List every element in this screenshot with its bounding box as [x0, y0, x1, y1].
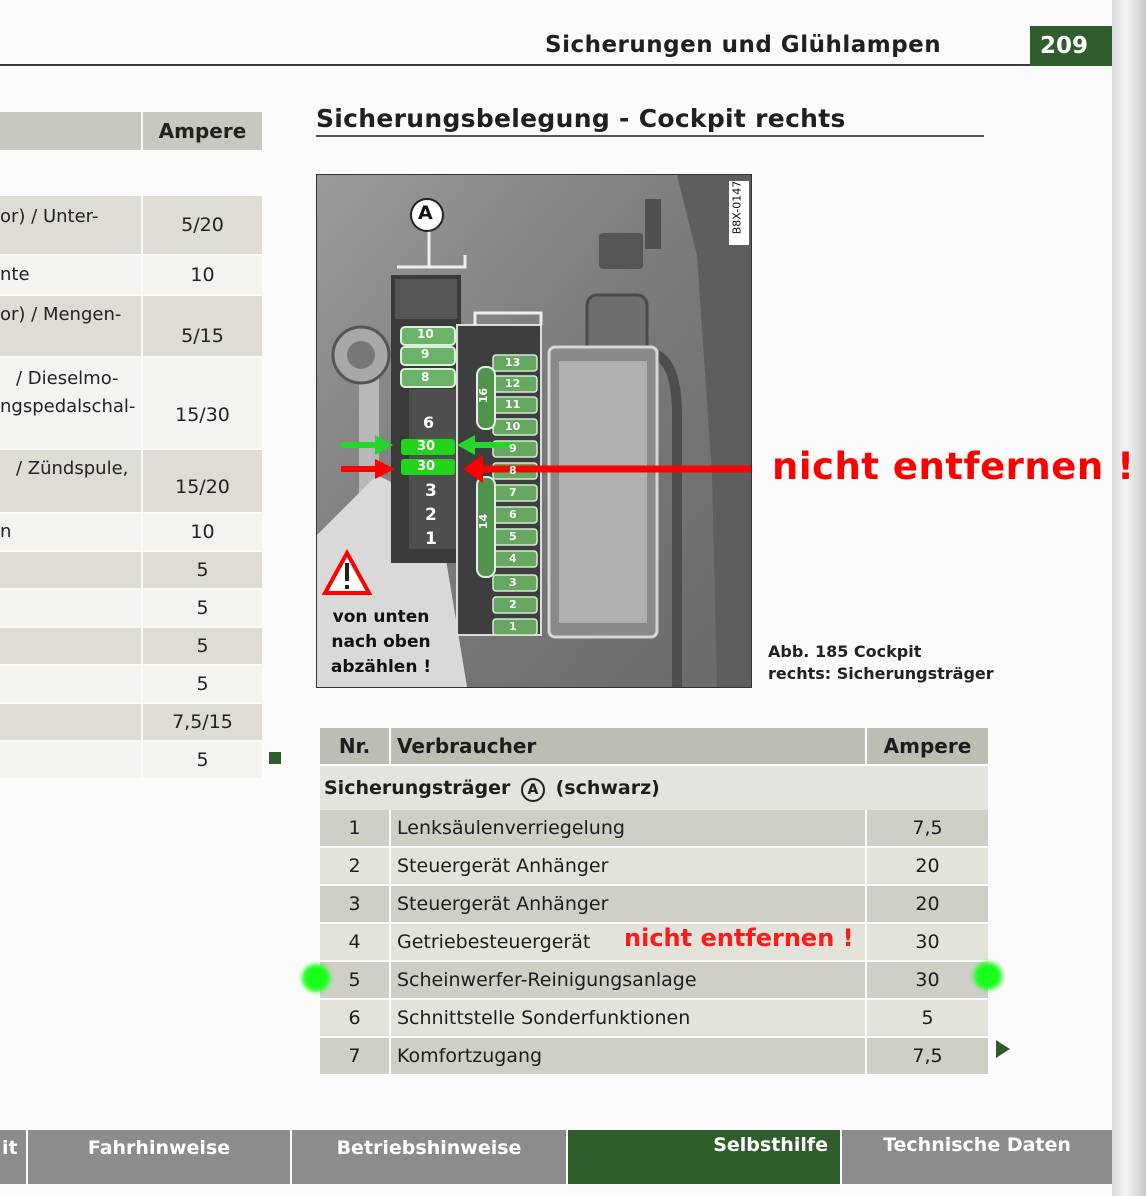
- table-row: n 10: [0, 514, 262, 550]
- table-row: 5: [0, 666, 262, 702]
- fuse-label-right-10: 10: [505, 420, 521, 433]
- table-row: 7,5/15: [0, 704, 262, 740]
- table-row: 7 Komfortzugang 7,5: [320, 1038, 988, 1074]
- fuse-label-left-2: 2: [425, 505, 437, 525]
- table-row: or) / Mengen- 5/15: [0, 296, 262, 356]
- group-row: [320, 766, 988, 810]
- page-number: 209: [1030, 26, 1112, 66]
- fuse-label-left-8: 8: [421, 370, 430, 384]
- highlight-dot-right: [974, 962, 1002, 990]
- header-verbraucher: Verbraucher: [391, 728, 865, 764]
- table-row: 3 Steuergerät Anhänger 20: [320, 886, 988, 922]
- table-row: 5: [0, 590, 262, 626]
- fuse-label-right-12: 12: [505, 377, 521, 390]
- fuse-label-right-9: 9: [509, 442, 517, 455]
- table-row: 5: [0, 742, 262, 778]
- chapter-tabs: [0, 1130, 1112, 1184]
- fuse-label-right-7: 7: [509, 486, 517, 499]
- tab-betriebshinweise[interactable]: Betriebshinweise: [292, 1130, 566, 1184]
- page-edge: [1112, 0, 1146, 1196]
- continue-arrow-icon: [996, 1040, 1010, 1058]
- section-rule: [316, 135, 984, 137]
- side-label-16: 16: [477, 387, 491, 404]
- do-not-remove-annotation: nicht entfernen !: [772, 445, 1135, 488]
- figure-code: B8X-0147: [730, 180, 744, 235]
- label-a: A: [418, 202, 433, 224]
- fuse-label-left-30b: 30: [417, 459, 436, 474]
- fuse-label-left-6: 6: [423, 413, 435, 432]
- fuse-label-left-3: 3: [425, 481, 437, 501]
- fuse-label-right-3: 3: [509, 576, 517, 589]
- circle-a-icon: A: [521, 778, 545, 802]
- group-label: Sicherungsträger: [324, 777, 511, 799]
- fuse-label-right-8: 8: [509, 464, 517, 477]
- table-row: 5 Scheinwerfer-Reinigungsanlage 30: [320, 962, 988, 998]
- header-ampere: Ampere: [867, 728, 988, 764]
- do-not-remove-table-note: nicht entfernen !: [624, 924, 854, 952]
- section-title: Sicherungsbelegung - Cockpit rechts: [316, 104, 846, 133]
- header-title: Sicherungen und Glühlampen: [545, 32, 942, 58]
- fuse-label-right-4: 4: [509, 552, 517, 565]
- fuse-label-left-1: 1: [425, 529, 437, 549]
- table-row: 2 Steuergerät Anhänger 20: [320, 848, 988, 884]
- fuse-label-right-2: 2: [509, 598, 517, 611]
- left-table-ampere-header: Ampere: [143, 112, 262, 150]
- table-header-row: [320, 728, 988, 764]
- left-table-header: [0, 112, 262, 150]
- table-row: 4 Getriebesteuergerät 30: [320, 924, 988, 960]
- tab-previous[interactable]: it: [0, 1130, 26, 1184]
- header-rule: [0, 64, 1030, 66]
- highlight-dot-left: [302, 964, 330, 992]
- tab-selbsthilfe[interactable]: Selbsthilfe: [568, 1130, 840, 1184]
- figure-caption: Abb. 185 Cockpit: [768, 642, 922, 661]
- fuse-label-left-10: 10: [417, 327, 434, 341]
- table-row: 5: [0, 552, 262, 588]
- table-row: 1 Lenksäulenverriegelung 7,5: [320, 810, 988, 846]
- end-of-table-marker: [269, 752, 281, 764]
- side-label-14: 14: [477, 513, 491, 530]
- table-row: or) / Unter- 5/20: [0, 196, 262, 254]
- fuse-label-left-9: 9: [421, 347, 430, 361]
- fuse-label-right-5: 5: [509, 530, 517, 543]
- tab-technische-daten[interactable]: Technische Daten: [842, 1130, 1112, 1184]
- fuse-label-right-1: 1: [509, 620, 517, 633]
- table-row: 6 Schnittstelle Sonderfunktionen 5: [320, 1000, 988, 1036]
- table-row: / Dieselmo- ngspedalschal- 15/30: [0, 358, 262, 448]
- tab-fahrhinweise[interactable]: Fahrhinweise: [28, 1130, 290, 1184]
- table-row: nte 10: [0, 256, 262, 294]
- header-nr: Nr.: [320, 728, 389, 764]
- fuse-label-right-11: 11: [505, 398, 521, 411]
- fuse-box-photo: [316, 174, 752, 688]
- fuse-label-right-13: 13: [505, 356, 521, 369]
- table-row: 5: [0, 628, 262, 664]
- warning-text: von unten nach oben abzählen !: [330, 607, 432, 677]
- figure-caption-line-2: rechts: Sicherungsträger: [768, 664, 994, 683]
- fuse-label-right-6: 6: [509, 508, 517, 521]
- group-color: (schwarz): [555, 777, 660, 799]
- fuse-label-left-30a: 30: [417, 439, 436, 454]
- table-row: / Zündspule, 15/20: [0, 450, 262, 512]
